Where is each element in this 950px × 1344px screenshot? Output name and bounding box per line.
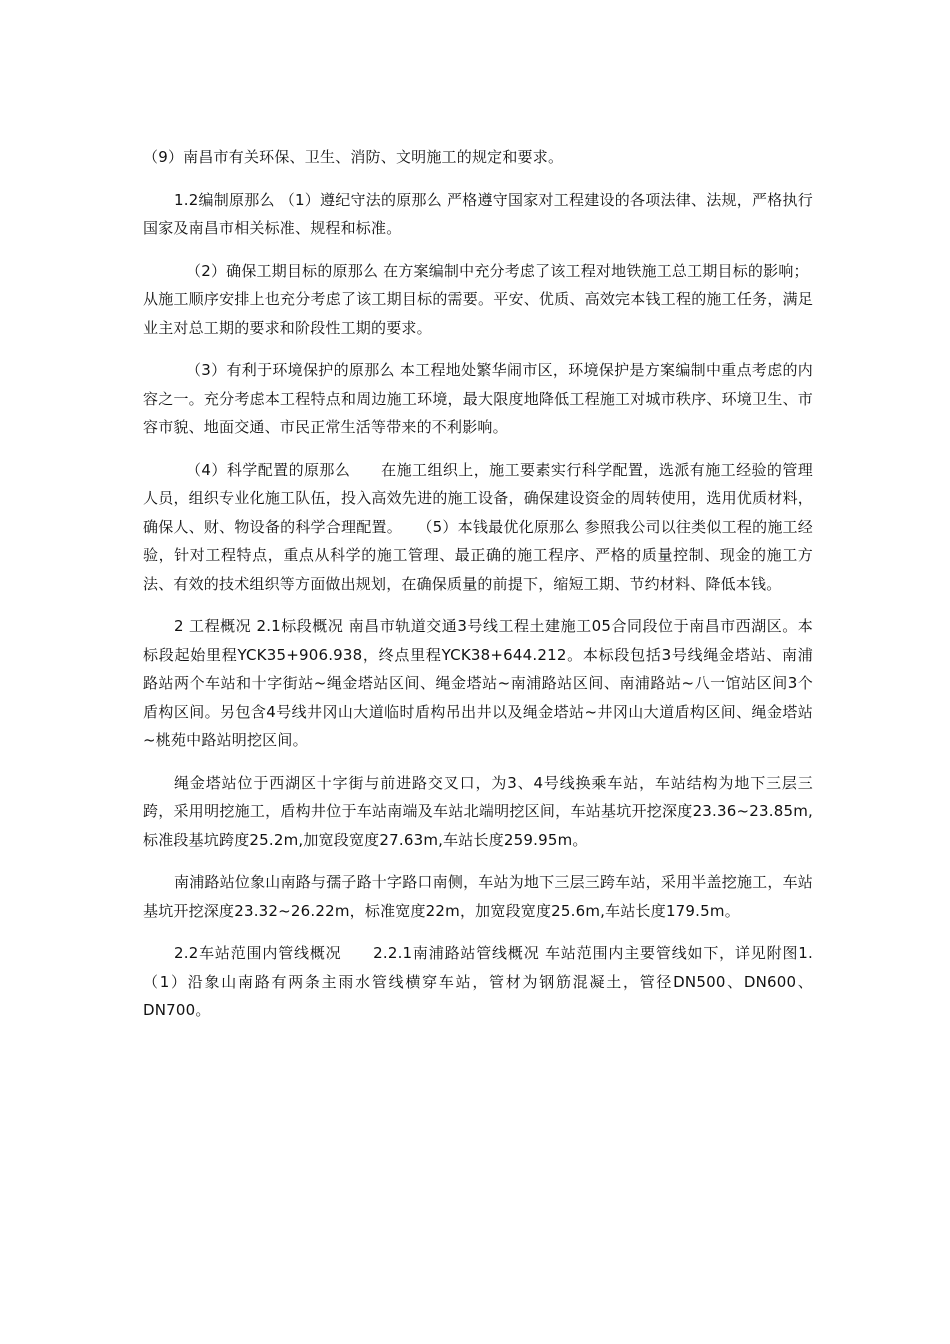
paragraph-nanpu-road-station: 南浦路站位象山南路与孺子路十字路口南侧，车站为地下三层三跨车站，采用半盖挖施工，车站基坑开挖深度23.32~26.22m，标准宽度22m，加宽段宽度25.6m,车站长度179.5m。 [143, 873, 813, 920]
paragraph-pipeline-overview: 2.2车站范围内管线概况 2.2.1南浦路站管线概况 车站范围内主要管线如下，详见附图1.（1）沿象山南路有两条主雨水管线横穿车站，管材为钢筋混凝土，管径DN500、DN600、DN700。 [143, 944, 813, 1019]
paragraph-project-overview: 2 工程概况 2.1标段概况 南昌市轨道交通3号线工程土建施工05合同段位于南昌市西湖区。本标段起始里程YCK35+906.938，终点里程YCK38+644.212。本标段包括3号线绳金塔站、南浦路站两个车站和十字街站~绳金塔站区间、绳金塔站~南浦路站区间、南浦路站~八一馆站区间3个盾构区间。另包含4号线井冈山大道临时盾构吊出井以及绳金塔站~井冈山大道盾构区间、绳金塔站~桃苑中路站明挖区间。 [143, 617, 813, 749]
paragraph-schedule-principle-cont: 从施工顺序安排上也充分考虑了该工期目标的需要。平安、优质、高效完本钱工程的施工任务，满足业主对总工期的要求和阶段性工期的要求。 [143, 290, 813, 337]
paragraph-shengjinta-station: 绳金塔站位于西湖区十字街与前进路交叉口，为3、4号线换乘车站，车站结构为地下三层三跨，采用明挖施工，盾构井位于车站南端及车站北端明挖区间，车站基坑开挖深度23.36~23.85m,标准段基坑跨度25.2m,加宽段宽度27.63m,车站长度259.95m。 [143, 773, 813, 849]
paragraph-environment-principle: （3）有利于环境保护的原那么 本工程地处繁华闹市区，环境保护是方案编制中重点考虑的内容之一。充分考虑本工程特点和周边施工环境，最大限度地降低工程施工对城市秩序、环境卫生、市容市貌、地面交通、市民正常生活等带来的不利影响。 [143, 361, 813, 436]
document-body [143, 143, 813, 1025]
paragraph-scientific-config-principle: （4）科学配置的原那么 在施工组织上，施工要素实行科学配置，选派有施工经验的管理人员，组织专业化施工队伍，投入高效先进的施工设备，确保建设资金的周转使用，选用优质材料，确保人、财、物设备的科学合理配置。 （5）本钱最优化原那么 参照我公司以往类似工程的施工经验，针对工程特点，重点从科学的施工管理、最正确的施工程序、严格的质量控制、现金的施工方法、有效的技术组织等方面做出规划，在确保质量的前提下，缩短工期、节约材料、降低本钱。 [143, 460, 813, 593]
paragraph-regulations: （9）南昌市有关环保、卫生、消防、文明施工的规定和要求。 [143, 148, 564, 166]
paragraph-schedule-principle: （2）确保工期目标的原那么 在方案编制中充分考虑了该工程对地铁施工总工期目标的影响； [186, 261, 809, 280]
paragraph-compilation-principles: 1.2编制原那么 （1）遵纪守法的原那么 严格遵守国家对工程建设的各项法律、法规，严格执行国家及南昌市相关标准、规程和标准。 [143, 190, 813, 237]
